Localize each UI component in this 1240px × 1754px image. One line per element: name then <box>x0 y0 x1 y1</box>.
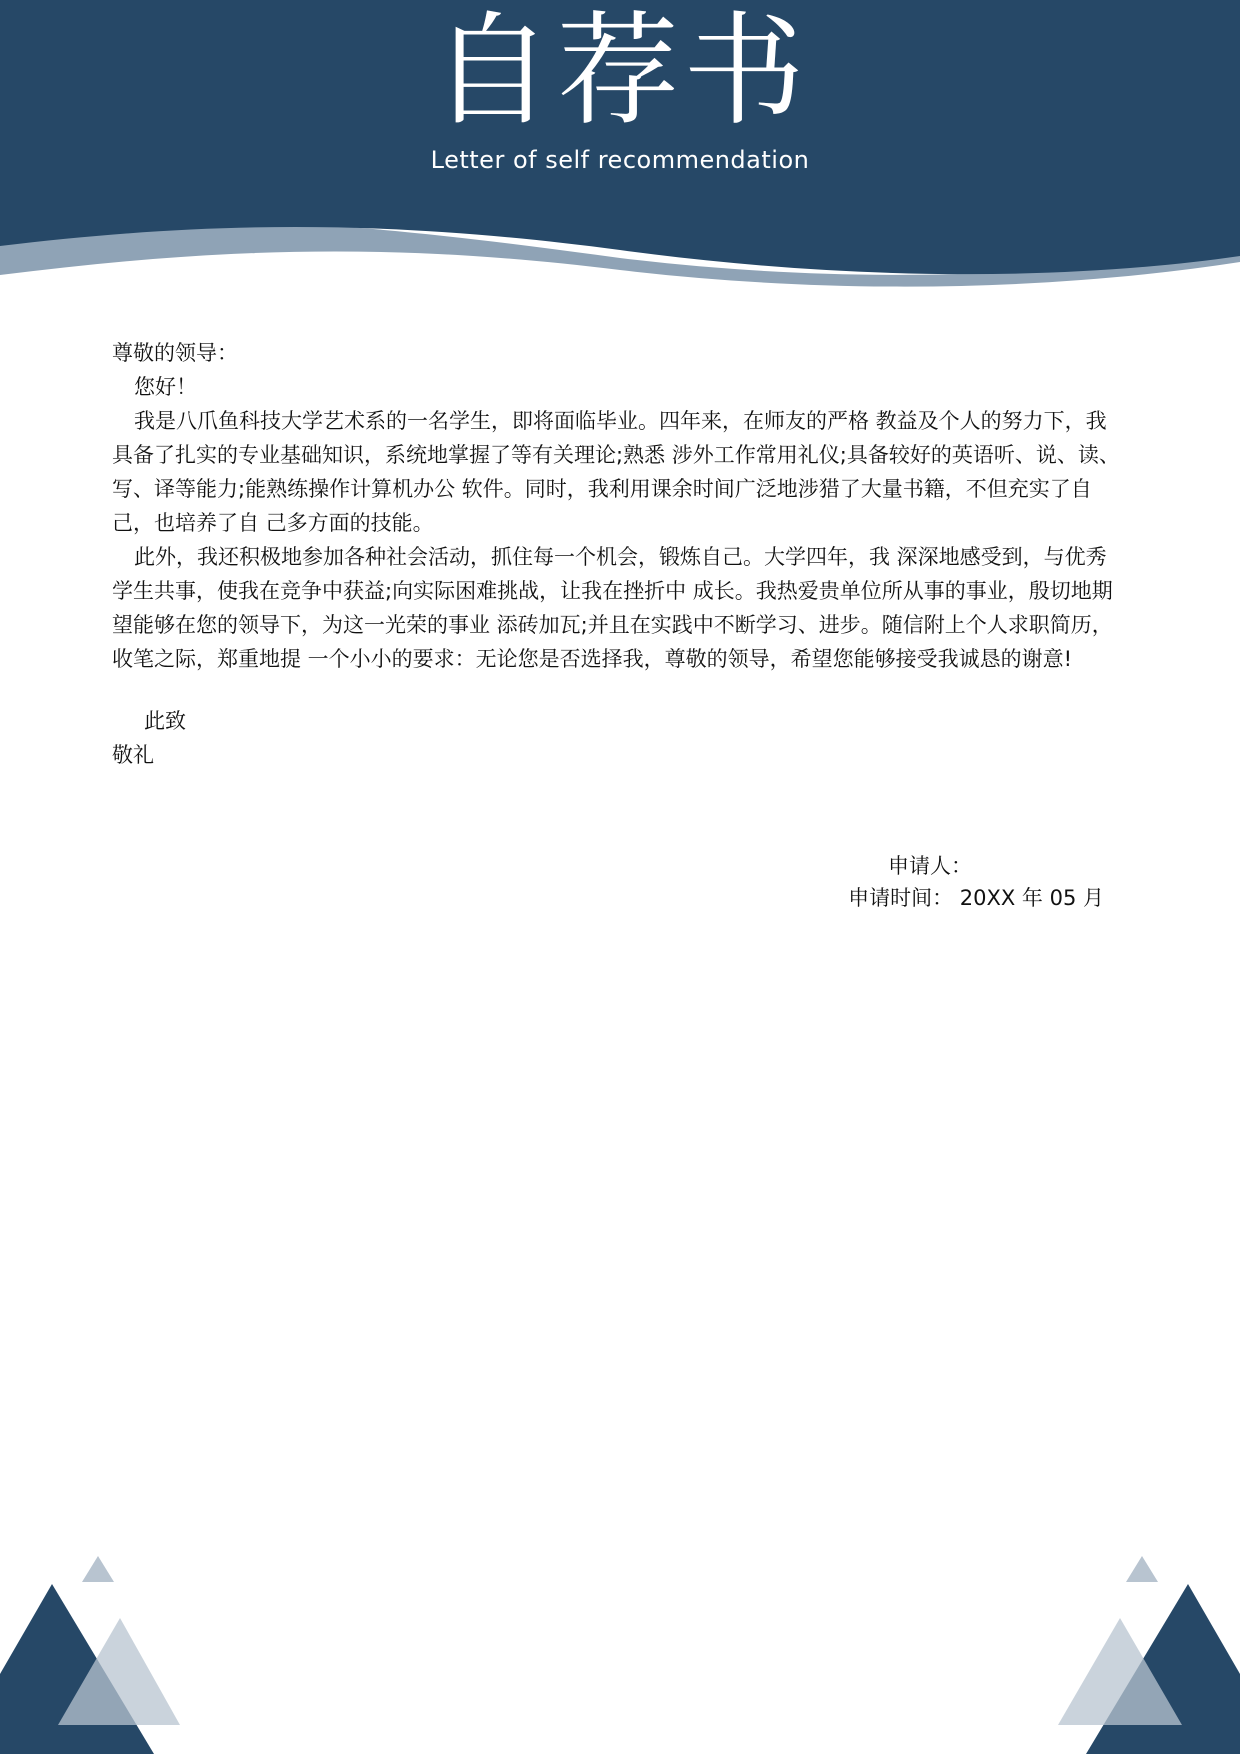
footer-decoration <box>0 1540 1240 1754</box>
body-paragraph-1: 我是八爪鱼科技大学艺术系的一名学生，即将面临毕业。四年来，在师友的严格 教益及个人的努力下，我具备了扎实的专业基础知识，系统地掌握了等有关理论;熟悉 涉外工作常用礼仪;具备较好的英语听、说、读、写、译等能力;能熟练操作计算机办公 软件。同时，我利用课余时间广泛地涉猎了大量书籍，不但充实了自己，也培养了自 己多方面的技能。 <box>112 409 1120 535</box>
body-paragraph-2: 此外，我还积极地参加各种社会活动，抓住每一个机会，锻炼自己。大学四年，我 深深地感受到，与优秀学生共事，使我在竞争中获益;向实际困难挑战，让我在挫折中 成长。我热爱贵单位所从事的事业，殷切地期望能够在您的领导下，为这一光荣的事业 添砖加瓦;并且在实践中不断学习、进步。随信附上个人求职简历，收笔之际，郑重地提 一个小小的要求：无论您是否选择我，尊敬的领导，希望您能够接受我诚恳的谢意! <box>112 545 1113 671</box>
greeting: 您好！ <box>134 375 197 399</box>
letter-body <box>112 336 1122 772</box>
closing-line-1: 此致 <box>144 709 186 733</box>
closing-line-2: 敬礼 <box>112 743 154 767</box>
left-small-triangle <box>82 1556 114 1582</box>
signature-block <box>760 850 1104 914</box>
application-date: 申请时间： 20XX 年 05 月 <box>848 886 1104 910</box>
document-title: 自荐书 <box>431 0 809 142</box>
document-subtitle: Letter of self recommendation <box>430 146 810 174</box>
salutation: 尊敬的领导： <box>112 341 238 365</box>
right-small-triangle <box>1126 1556 1158 1582</box>
applicant-label: 申请人： <box>888 854 972 878</box>
